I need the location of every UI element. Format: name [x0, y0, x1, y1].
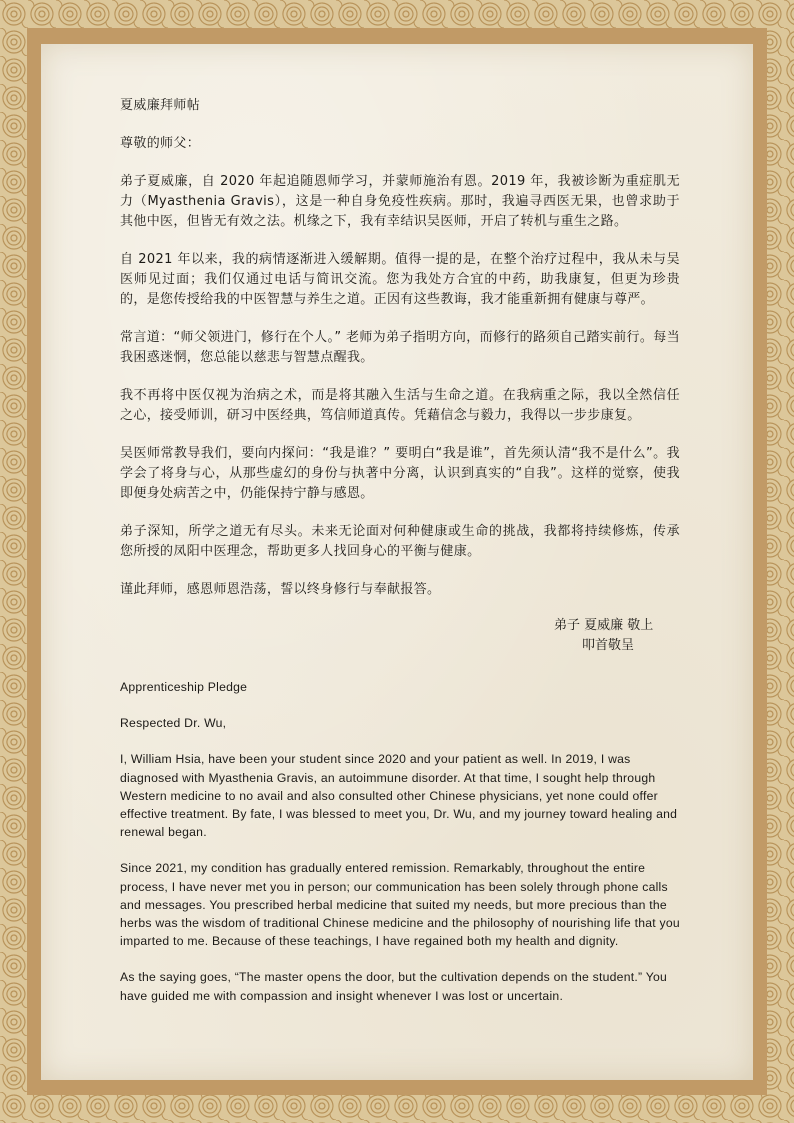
chinese-title: 夏威廉拜师帖 — [120, 98, 201, 113]
chinese-signature-closing: 叩首敬呈 — [582, 638, 635, 653]
chinese-paragraph-1: 弟子夏威廉，自 2020 年起追随恩师学习，并蒙师施治有恩。2019 年，我被诊断为重症肌无力（Myasthenia Gravis），这是一种自身免疫性疾病。那时，我遍寻西医无果，也曾求助于其他中医，但皆无有效之法。机缘之下，我有幸结识吴医师，开启了转机与重生之路。 — [120, 174, 680, 229]
english-title: Apprenticeship Pledge — [120, 680, 248, 694]
chinese-salutation: 尊敬的师父： — [120, 136, 201, 151]
chinese-paragraph-5: 吴医师常教导我们，要向内探问：“我是谁？” 要明白“我是谁”，首先须认清“我不是什么”。我学会了将身与心，从那些虚幻的身份与执著中分离，认识到真实的“自我”。这样的觉察，使我即便身处病苦之中，仍能保持宁静与感恩。 — [120, 446, 680, 501]
chinese-paragraph-6: 弟子深知，所学之道无有尽头。未来无论面对何种健康或生命的挑战，我都将持续修炼，传承您所授的凤阳中医理念，帮助更多人找回身心的平衡与健康。 — [120, 524, 680, 559]
english-salutation: Respected Dr. Wu, — [120, 716, 227, 731]
chinese-paragraph-3: 常言道：“师父领进门，修行在个人。” 老师为弟子指明方向，而修行的路须自己踏实前行。每当我困惑迷惘，您总能以慈悲与智慧点醒我。 — [120, 330, 680, 365]
letter-content — [120, 96, 680, 1005]
english-paragraph-1: I, William Hsia, have been your student since 2020 and your patient as well. In 2019, I was diagnosed with Myasthenia Gravis, an autoimmune disorder. At that time, I sought help through Western medicine to no avail and also consulted other Chinese physicians, yet none could offer effective treatment. By fate, I was blessed to meet you, Dr. Wu, and my journey toward healing and renewal began. — [120, 752, 678, 840]
english-paragraph-3: As the saying goes, “The master opens the door, but the cultivation depends on the student.” You have guided me with compassion and insight whenever I was lost or uncertain. — [120, 970, 668, 1003]
chinese-paragraph-7: 谨此拜师，感恩师恩浩荡，誓以终身修行与奉献报答。 — [120, 582, 441, 597]
english-paragraph-2: Since 2021, my condition has gradually entered remission. Remarkably, throughout the entire process, I have never met you in person; our communication has been solely through phone calls and messages. You prescribed herbal medicine that suited my needs, but more precious than the herbs was the wisdom of traditional Chinese medicine and the philosophy of nourishing life that you imparted to me. Because of these teachings, I have regained both my health and dignity. — [120, 861, 680, 949]
chinese-paragraph-2: 自 2021 年以来，我的病情逐渐进入缓解期。值得一提的是，在整个治疗过程中，我从未与吴医师见过面；我们仅通过电话与简讯交流。您为我处方合宜的中药，助我康复，但更为珍贵的，是您传授给我的中医智慧与养生之道。正因有这些教诲，我才能重新拥有健康与尊严。 — [120, 252, 680, 307]
chinese-paragraph-4: 我不再将中医仅视为治病之术，而是将其融入生活与生命之道。在我病重之际，我以全然信任之心，接受师训，研习中医经典，笃信师道真传。凭藉信念与毅力，我得以一步步康复。 — [120, 388, 680, 423]
chinese-signature: 弟子 夏威廉 敬上 — [554, 618, 654, 633]
